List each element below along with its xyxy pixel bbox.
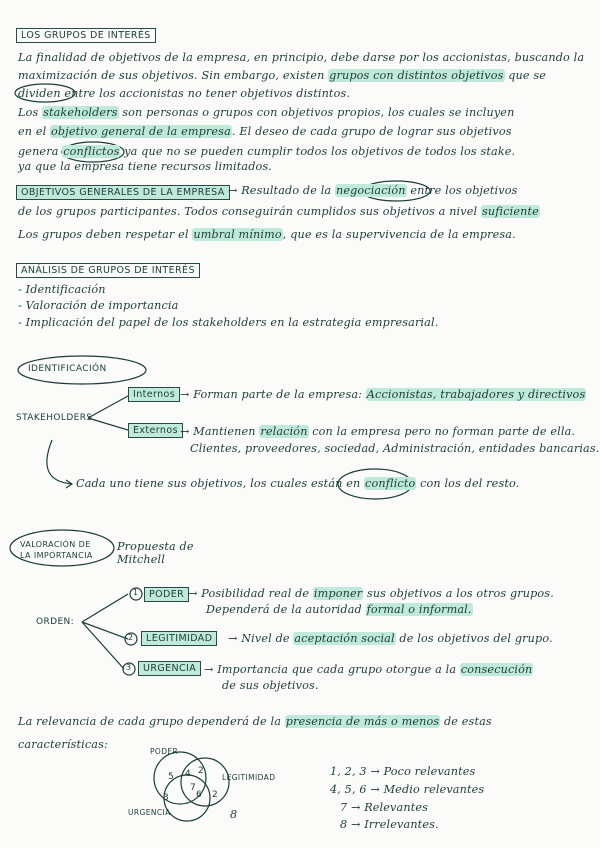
text-line: maximización de sus objetivos. Sin embargo, existen grupos con distintos objetivos que se <box>18 69 547 82</box>
section-title-grupos: LOS GRUPOS DE INTERÉS <box>16 28 156 43</box>
section-title-analisis: ANÁLISIS DE GRUPOS DE INTERÉS <box>16 263 200 278</box>
orden-label: ORDEN: <box>36 617 75 627</box>
urgencia-desc: → Importancia que cada grupo otorgue a la consecución <box>204 663 533 676</box>
venn-num: 6 <box>196 790 203 800</box>
legitimidad-desc: → Nivel de aceptación social de los objetivos del grupo. <box>228 632 553 645</box>
branch-internos <box>88 396 128 418</box>
list-item: - Identificación <box>18 283 106 296</box>
venn-num: 4 <box>185 769 192 779</box>
urgencia-box: URGENCIA <box>138 661 201 676</box>
venn-num: 5 <box>168 772 175 782</box>
list-item: - Valoración de importancia <box>18 299 179 312</box>
venn-num: 2 <box>212 790 219 800</box>
section-title-identificacion: IDENTIFICACIÓN <box>28 364 107 374</box>
venn-num: 2 <box>198 766 205 776</box>
text-line: en el objetivo general de la empresa. El deseo de cada grupo de lograr sus objetivos <box>18 125 512 138</box>
venn-label-legitimidad: LEGITIMIDAD <box>222 773 276 782</box>
externos-desc: → Mantienen relación con la empresa pero no forman parte de ella. <box>180 425 576 438</box>
num-2: 2 <box>128 633 134 642</box>
text-line: → Resultado de la negociación entre los objetivos <box>228 184 518 197</box>
externos-desc-2: Clientes, proveedores, sociedad, Administración, entidades bancarias. <box>190 442 600 455</box>
internos-box: Internos <box>128 387 180 402</box>
venn-num: 8 <box>230 808 238 821</box>
section-title-valoracion: VALORACIÓN DE LA IMPORTANCIA <box>20 540 93 560</box>
legend-item: 7 → Relevantes <box>340 801 429 814</box>
branch-poder <box>82 594 128 622</box>
branch-externos <box>88 418 128 430</box>
venn-legitimidad <box>181 758 229 806</box>
poder-box: PODER <box>144 587 189 602</box>
text-line: La relevancia de cada grupo dependerá de la presencia de más o menos de estas <box>18 715 492 728</box>
text-line: de los grupos participantes. Todos conseguirán cumplidos sus objetivos a nivel suficiente <box>18 205 539 218</box>
text-line: dividen entre los accionistas no tener objetivos distintos. <box>18 87 351 100</box>
branch-urgencia <box>82 622 124 669</box>
legend-item: 8 → Irrelevantes. <box>340 818 439 831</box>
internos-desc: → Forman parte de la empresa: Accionistas, trabajadores y directivos <box>180 388 586 401</box>
conflict-note: Cada uno tiene sus objetivos, los cuales están en conflicto con los del resto. <box>76 477 520 490</box>
text-line: ya que la empresa tiene recursos limitados. <box>18 160 273 173</box>
text-line: La finalidad de objetivos de la empresa, en principio, debe darse por los accionistas, buscando la <box>18 51 585 64</box>
urgencia-desc-2: de sus objetivos. <box>222 679 319 692</box>
list-item: - Implicación del papel de los stakeholders en la estrategia empresarial. <box>18 316 439 329</box>
externos-box: Externos <box>128 423 183 438</box>
venn-label-urgencia: URGENCIA <box>128 808 171 817</box>
stakeholders-label: STAKEHOLDERS <box>16 413 93 423</box>
venn-num: 7 <box>190 783 197 793</box>
curved-arrow <box>47 440 72 484</box>
text-line: Los stakeholders son personas o grupos con objetivos propios, los cuales se incluyen <box>18 106 515 119</box>
legend-item: 1, 2, 3 → Poco relevantes <box>330 765 476 778</box>
section-title-objetivos: OBJETIVOS GENERALES DE LA EMPRESA <box>16 185 230 200</box>
legend-item: 4, 5, 6 → Medio relevantes <box>330 783 485 796</box>
text-line: genera conflictos ya que no se pueden cumplir todos los objetivos de todos los stake. <box>18 145 516 158</box>
num-1: 1 <box>133 588 139 597</box>
venn-num: 3 <box>163 793 170 803</box>
num-3: 3 <box>126 663 132 672</box>
legitimidad-box: LEGITIMIDAD <box>141 631 217 646</box>
venn-label-poder: PODER <box>150 747 179 756</box>
mitchell-proposal: Propuesta de Mitchell <box>117 540 194 566</box>
poder-desc: → Posibilidad real de imponer sus objetivos a los otros grupos. <box>188 587 554 600</box>
text-line: Los grupos deben respetar el umbral mínimo, que es la supervivencia de la empresa. <box>18 228 516 241</box>
text-line: características: <box>18 738 108 751</box>
poder-desc-2: Dependerá de la autoridad formal o informal. <box>206 603 472 616</box>
